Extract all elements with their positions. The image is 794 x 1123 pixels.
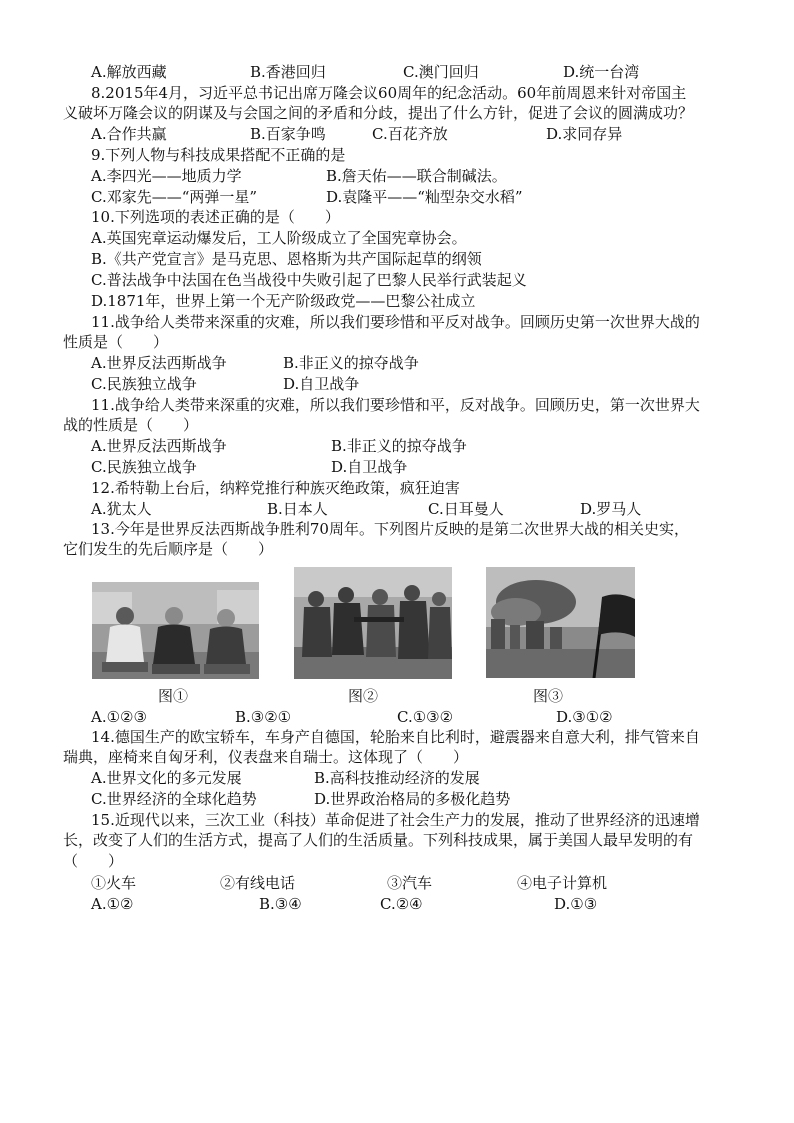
q11a-option-a: A.世界反法西斯战争 xyxy=(91,354,227,372)
q15-option-a: A.①② xyxy=(91,895,134,913)
q10-option-b: B.《共产党宣言》是马克思、恩格斯为共产国际起草的纲领 xyxy=(91,250,482,268)
q11b-stem-line2: 战的性质是（ ） xyxy=(63,416,199,434)
q13-stem-line2: 它们发生的先后顺序是（ ） xyxy=(63,540,274,558)
q7-option-d: D.统一台湾 xyxy=(563,63,640,81)
q8-option-a: A.合作共赢 xyxy=(91,125,167,143)
q15-item-4: ④电子计算机 xyxy=(517,874,608,892)
q13-option-d: D.③①② xyxy=(556,708,613,726)
q7-option-a: A.解放西藏 xyxy=(91,63,167,81)
q14-option-d: D.世界政治格局的多极化趋势 xyxy=(314,790,511,808)
q13-caption-1: 图① xyxy=(158,687,189,705)
q14-stem-line1: 14.德国生产的欧宝轿车，车身产自德国，轮胎来自比利时，避震器来自意大利，排气管来自 xyxy=(91,728,700,746)
q9-stem: 9.下列人物与科技成果搭配不正确的是 xyxy=(91,146,346,164)
q14-stem-line2: 瑞典，座椅来自匈牙利，仪表盘来自瑞士。这体现了（ ） xyxy=(63,748,469,766)
q11b-option-b: B.非正义的掠夺战争 xyxy=(331,437,467,455)
q10-option-a: A.英国宪章运动爆发后，工人阶级成立了全国宪章协会。 xyxy=(91,229,467,247)
q12-option-a: A.犹太人 xyxy=(91,500,152,518)
q8-option-c: C.百花齐放 xyxy=(372,125,448,143)
q15-stem-line2: 长，改变了人们的生活方式，提高了人们的生活质量。下列科技成果，属于美国人最早发明的有 xyxy=(63,831,694,849)
q11b-option-a: A.世界反法西斯战争 xyxy=(91,437,227,455)
photo-2-soldiers xyxy=(294,567,452,679)
q15-option-b: B.③④ xyxy=(259,895,302,913)
q11a-option-c: C.民族独立战争 xyxy=(91,375,197,393)
q12-stem: 12.希特勒上台后，纳粹党推行种族灭绝政策，疯狂迫害 xyxy=(91,479,460,497)
q14-option-a: A.世界文化的多元发展 xyxy=(91,769,242,787)
q9-option-d: D.袁隆平——“籼型杂交水稻” xyxy=(326,188,523,206)
q7-option-c: C.澳门回归 xyxy=(403,63,479,81)
q15-item-1: ①火车 xyxy=(91,874,137,892)
q9-option-c: C.邓家先——“两弹一星” xyxy=(91,188,258,206)
photo-1-conference xyxy=(92,582,259,679)
q8-option-b: B.百家争鸣 xyxy=(250,125,326,143)
q8-stem-line2: 义破坏万隆会议的阴谋及与会国之间的矛盾和分歧，提出了什么方针，促进了会议的圆满成功？ xyxy=(63,104,694,122)
q9-option-a: A.李四光——地质力学 xyxy=(91,167,242,185)
q15-item-2: ②有线电话 xyxy=(220,874,296,892)
q11a-option-d: D.自卫战争 xyxy=(283,375,360,393)
q15-option-d: D.①③ xyxy=(554,895,598,913)
q11b-option-c: C.民族独立战争 xyxy=(91,458,197,476)
q14-option-c: C.世界经济的全球化趋势 xyxy=(91,790,257,808)
q12-option-d: D.罗马人 xyxy=(580,500,642,518)
q13-option-a: A.①②③ xyxy=(91,708,147,726)
q9-option-b: B.詹天佑——联合制碱法。 xyxy=(326,167,507,185)
q13-caption-3: 图③ xyxy=(533,687,564,705)
q13-option-b: B.③②① xyxy=(235,708,292,726)
q15-stem-line1: 15.近现代以来，三次工业（科技）革命促进了社会生产力的发展，推动了世界经济的迅速增 xyxy=(91,811,700,829)
q8-option-d: D.求同存异 xyxy=(546,125,623,143)
q10-option-d: D.1871年，世界上第一个无产阶级政党——巴黎公社成立 xyxy=(91,292,476,310)
q11a-option-b: B.非正义的掠夺战争 xyxy=(283,354,419,372)
q11a-stem-line1: 11.战争给人类带来深重的灾难，所以我们要珍惜和平反对战争。回顾历史第一次世界大战的 xyxy=(91,313,700,331)
q7-option-b: B.香港回归 xyxy=(250,63,326,81)
q15-item-3: ③汽车 xyxy=(387,874,433,892)
photo-3-flag-over-ruins xyxy=(486,567,635,678)
q10-stem: 10.下列选项的表述正确的是（ ） xyxy=(91,208,340,226)
q12-option-c: C.日耳曼人 xyxy=(428,500,504,518)
q14-option-b: B.高科技推动经济的发展 xyxy=(314,769,480,787)
q10-option-c: C.普法战争中法国在色当战役中失败引起了巴黎人民举行武装起义 xyxy=(91,271,527,289)
q13-caption-2: 图② xyxy=(348,687,379,705)
q11b-option-d: D.自卫战争 xyxy=(331,458,408,476)
q15-option-c: C.②④ xyxy=(380,895,423,913)
q11b-stem-line1: 11.战争给人类带来深重的灾难，所以我们要珍惜和平，反对战争。回顾历史，第一次世界大 xyxy=(91,396,700,414)
q11a-stem-line2: 性质是（ ） xyxy=(63,333,169,351)
q12-option-b: B.日本人 xyxy=(267,500,328,518)
q15-stem-line3: （ ） xyxy=(63,852,124,870)
q13-option-c: C.①③② xyxy=(397,708,454,726)
q13-stem-line1: 13.今年是世界反法西斯战争胜利70周年。下列图片反映的是第二次世界大战的相关史实， xyxy=(91,520,689,538)
q8-stem-line1: 8.2015年4月，习近平总书记出席万隆会议60周年的纪念活动。60年前周恩来针对帝国主 xyxy=(91,84,687,102)
